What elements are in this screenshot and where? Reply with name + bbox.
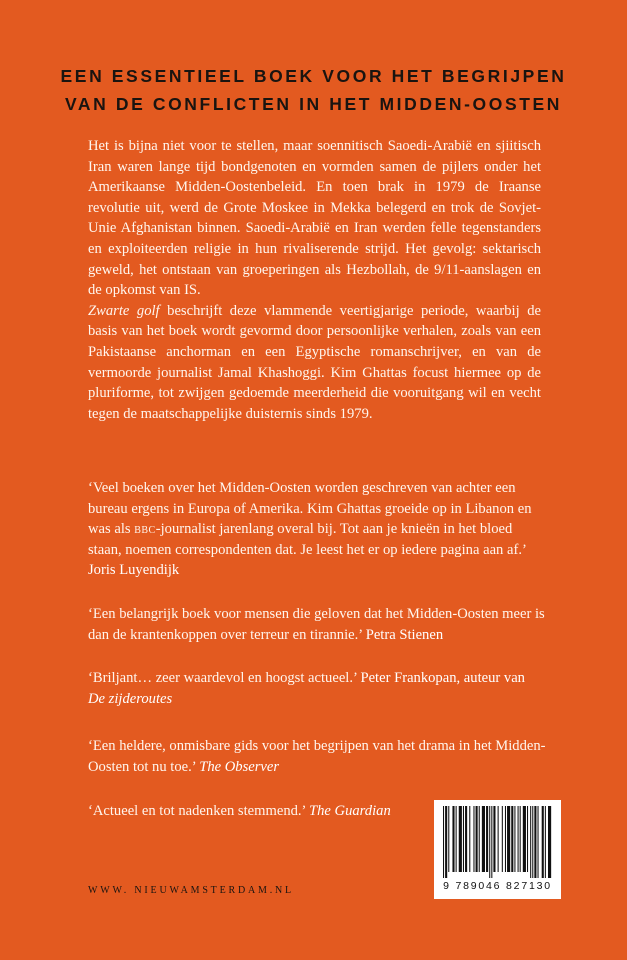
barcode-bar bbox=[534, 806, 536, 878]
quote-text: ‘Een belangrijk boek voor mensen die geloven dat het Midden-Oosten meer is dan de krantenkoppen over terreur en tirannie.’ bbox=[88, 606, 545, 643]
barcode-bar bbox=[520, 806, 521, 872]
barcode-bar bbox=[493, 806, 495, 872]
barcode-bar bbox=[518, 806, 519, 872]
quote-source: Petra Stienen bbox=[365, 626, 444, 643]
barcode-bar bbox=[459, 806, 462, 872]
quote-text: ‘Actueel en tot nadenken stemmend.’ bbox=[88, 803, 306, 819]
description bbox=[88, 136, 541, 424]
barcode-bar bbox=[514, 806, 515, 872]
quote-source: Peter Frankopan, auteur van bbox=[360, 670, 525, 686]
isbn-number: 9 789046 827130 bbox=[443, 880, 552, 892]
barcode bbox=[434, 800, 561, 899]
barcode-bar bbox=[456, 806, 457, 872]
barcode-bar bbox=[486, 806, 488, 872]
barcode-bar bbox=[505, 806, 506, 872]
quote-source: The Observer bbox=[199, 758, 280, 775]
barcode-bar bbox=[448, 806, 449, 872]
barcode-bars bbox=[441, 806, 554, 878]
barcode-bar bbox=[469, 806, 470, 872]
barcode-bar bbox=[489, 806, 490, 878]
barcode-bar bbox=[465, 806, 467, 872]
quote-stienen bbox=[88, 604, 548, 645]
quote-text: ‘Veel boeken over het Midden-Oosten worden geschreven van achter een bureau ergens in Europa of Amerika. Kim Ghattas groeide op in Libanon en was als bbox=[88, 480, 532, 538]
barcode-bar bbox=[527, 806, 528, 872]
quote-observer bbox=[88, 736, 548, 777]
quote-abbr: bbc bbox=[134, 521, 156, 538]
quote-source: Joris Luyendijk bbox=[88, 562, 180, 579]
headline-line-2: VAN DE CONFLICTEN IN HET MIDDEN-OOSTEN bbox=[64, 94, 563, 114]
quote-source: The Guardian bbox=[309, 803, 391, 819]
barcode-bar bbox=[545, 806, 546, 878]
quote-text: ‘Een heldere, onmisbare gids voor het begrijpen van het drama in het Midden-Oosten tot nu toe.’ bbox=[88, 738, 546, 775]
barcode-bar bbox=[511, 806, 513, 872]
description-paragraph-2: beschrijft deze vlammende veertigjarige periode, waarbij de basis van het boek wordt gevormd door persoonlijke verhalen, zoals van een Pakistaanse anchorman en een Egyptische romanschrijver, en van de vermoorde journalist Jamal Khashoggi. Kim Ghattas focust hiermee op de pluriforme, tot zwijgen gedoemde meerderheid die vooruitgang wil en vecht tegen de maatschappelijke duisternis sinds 1979. bbox=[88, 302, 541, 422]
barcode-bar bbox=[542, 806, 544, 878]
barcode-bar bbox=[530, 806, 531, 878]
barcode-bar bbox=[523, 806, 526, 872]
publisher-website: WWW. NIEUWAMSTERDAM.NL bbox=[88, 885, 294, 896]
barcode-bar bbox=[548, 806, 551, 878]
barcode-bar bbox=[532, 806, 533, 878]
book-title: Zwarte golf bbox=[88, 302, 160, 319]
barcode-bar bbox=[538, 806, 539, 878]
quote-luyendijk bbox=[88, 478, 548, 581]
barcode-bar bbox=[498, 806, 499, 872]
quote-text: ‘Briljant… zeer waardevol en hoogst actueel.’ bbox=[88, 670, 357, 686]
barcode-bar bbox=[507, 806, 510, 872]
barcode-bar bbox=[491, 806, 492, 878]
barcode-bar bbox=[479, 806, 480, 872]
barcode-bar bbox=[463, 806, 464, 872]
description-paragraph-1: Het is bijna niet voor te stellen, maar soennitisch Saoedi-Arabië en sjiitisch Iran waren lange tijd bondgenoten en vormden samen de pijlers onder het Amerikaanse Midden-Oostenbeleid. En toen brak in 1979 de Iraanse revolutie uit, werd de Grote Moskee in Mekka belegerd en trok de Sovjet-Unie Afghanistan binnen. Saoedi-Arabië en Iran werden felle tegenstanders en exploiteerden religie in hun rivaliserende strijd. Het gevolg: sektarisch geweld, het ontstaan van groeperingen als Hezbollah, de 9/11-aanslagen en de opkomst van IS. bbox=[88, 138, 541, 299]
barcode-bar bbox=[476, 806, 478, 872]
barcode-bar bbox=[452, 806, 454, 872]
quote-text-end: -journalist jarenlang overal bij. Tot aan je knieën in het bloed staan, noemen correspondenten dat. Je leest het er op iedere pagina aan af.’ bbox=[88, 521, 527, 558]
barcode-bar bbox=[443, 806, 444, 878]
quote-frankopan bbox=[88, 668, 548, 709]
headline-line-1: EEN ESSENTIEEL BOEK VOOR HET BEGRIJPEN bbox=[60, 66, 567, 86]
quote-source-work: De zijderoutes bbox=[88, 690, 173, 707]
barcode-bar bbox=[445, 806, 447, 878]
barcode-bar bbox=[502, 806, 503, 872]
barcode-bar bbox=[482, 806, 485, 872]
barcode-bar bbox=[473, 806, 474, 872]
